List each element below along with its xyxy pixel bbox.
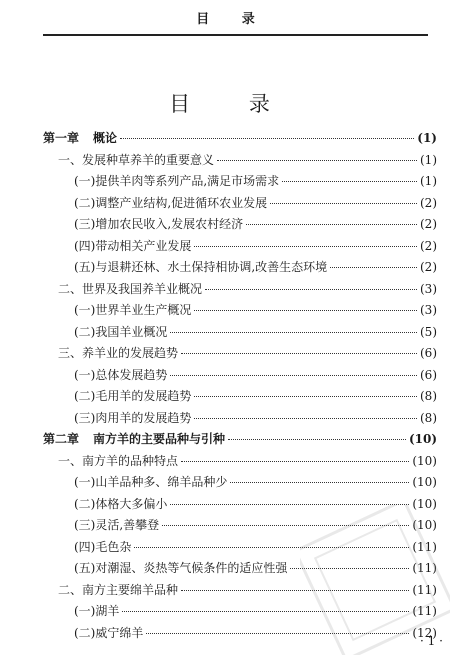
toc-entry-label	[58, 280, 202, 297]
toc-entry-text: (二)毛用羊的发展趋势	[74, 389, 192, 403]
dot-leader	[194, 310, 417, 311]
toc-chapter-entry	[43, 430, 437, 448]
toc-entry-text: 二、南方主要绵羊品种	[58, 582, 179, 597]
dot-leader	[230, 482, 409, 483]
toc-section-entry	[58, 151, 437, 169]
toc-entry-label	[74, 559, 287, 576]
toc-entry-label	[74, 602, 119, 619]
toc-section-entry	[58, 280, 437, 298]
toc-entry-label	[74, 538, 131, 555]
dot-leader	[270, 203, 417, 204]
toc-entry-label	[74, 516, 159, 533]
chapter-number: 第一章	[43, 131, 80, 145]
dot-leader	[120, 138, 414, 139]
toc-entry-page: (10)	[412, 475, 437, 489]
dot-leader	[170, 375, 417, 376]
toc-entry-text: (一)山羊品种多、绵羊品种少	[74, 475, 228, 489]
dot-leader	[181, 353, 417, 354]
toc-entry-label	[74, 387, 191, 404]
dot-leader	[194, 246, 417, 247]
dot-leader	[246, 224, 417, 225]
toc-entry-label	[74, 237, 191, 254]
toc-entry-label	[74, 409, 191, 426]
dot-leader	[282, 181, 417, 182]
toc-entry-page: (8)	[420, 410, 437, 425]
toc-section-entry	[58, 344, 437, 362]
toc-entry-text: (四)带动相关产业发展	[74, 238, 192, 253]
toc-subsection-entry	[74, 323, 437, 341]
toc-entry-page: (3)	[420, 281, 437, 296]
dot-leader	[217, 160, 417, 161]
toc-entry-text: (二)调整产业结构,促进循环农业发展	[74, 195, 268, 210]
dot-leader	[228, 439, 406, 440]
toc-entry-text: (三)增加农民收入,发展农村经济	[74, 217, 244, 231]
toc-entry-text: 南方羊的主要品种与引种	[93, 432, 226, 446]
toc-entry-page: (11)	[412, 604, 437, 618]
toc-subsection-entry	[74, 194, 437, 212]
toc-entry-page: (2)	[420, 238, 437, 253]
toc-entry-page: (1)	[420, 174, 437, 188]
toc-entry-label	[74, 624, 143, 641]
toc-entry-label	[58, 151, 214, 168]
running-head: 目 录	[196, 12, 269, 27]
toc-title: 目 录	[169, 92, 296, 116]
toc-entry-label	[74, 473, 227, 490]
toc-entry-page: (10)	[408, 432, 437, 446]
toc-entry-page: (11)	[412, 539, 437, 554]
dot-leader	[194, 418, 417, 419]
toc-entry-label	[58, 581, 178, 598]
toc-entry-text: (五)对潮湿、炎热等气候条件的适应性强	[74, 561, 288, 575]
watermark-stamp	[300, 505, 450, 655]
toc-subsection-entry	[74, 215, 437, 233]
toc-entry-text: (二)体格大多偏小	[74, 496, 168, 511]
toc-entry-label	[74, 258, 327, 275]
toc-entry-label	[43, 129, 117, 146]
toc-entry-text: (二)我国羊业概况	[74, 324, 168, 339]
toc-entry-page: (2)	[420, 195, 437, 210]
toc-subsection-entry	[74, 237, 437, 255]
dot-leader	[330, 267, 417, 268]
toc-subsection-entry	[74, 473, 437, 491]
toc-entry-text: (一)提供羊肉等系列产品,满足市场需求	[74, 174, 280, 188]
toc-entry-label	[58, 452, 178, 469]
toc-subsection-entry	[74, 387, 437, 405]
toc-entry-text: 三、养羊业的发展趋势	[58, 346, 179, 360]
toc-entry-label	[74, 495, 167, 512]
toc-entry-page: (10)	[412, 453, 437, 468]
toc-entry-label	[74, 323, 167, 340]
toc-entry-label	[74, 215, 243, 232]
toc-entry-text: 一、发展种草养羊的重要意义	[58, 152, 215, 167]
toc-subsection-entry	[74, 258, 437, 276]
toc-entry-page: (3)	[420, 303, 437, 317]
toc-entry-text: (四)毛色杂	[74, 539, 132, 554]
toc-entry-label	[74, 172, 279, 189]
toc-subsection-entry	[74, 172, 437, 190]
toc-entry-page: (10)	[412, 496, 437, 511]
toc-subsection-entry	[74, 366, 437, 384]
dot-leader	[194, 396, 417, 397]
toc-entry-text: (一)世界羊业生产概况	[74, 303, 192, 317]
toc-entry-text: 二、世界及我国养羊业概况	[58, 281, 203, 296]
toc-entry-page: (1)	[420, 152, 437, 167]
toc-entry-page: (11)	[412, 582, 437, 597]
header-rule	[43, 34, 428, 36]
dot-leader	[181, 461, 409, 462]
toc-subsection-entry	[74, 301, 437, 319]
toc-subsection-entry	[74, 409, 437, 427]
toc-entry-page: (6)	[420, 346, 437, 360]
toc-entry-page: (1)	[417, 131, 437, 145]
toc-entry-text: (一)总体发展趋势	[74, 367, 168, 382]
toc-entry-text: (五)与退耕还林、水土保持相协调,改善生态环境	[74, 260, 328, 274]
toc-entry-page: (5)	[420, 324, 437, 339]
dot-leader	[170, 332, 417, 333]
toc-entry-label	[58, 344, 178, 361]
toc-entry-text: 一、南方羊的品种特点	[58, 453, 179, 468]
toc-entry-label	[74, 366, 167, 383]
page-number: · 1 ·	[420, 634, 443, 648]
toc-entry-page: (12)	[412, 625, 437, 640]
toc-entry-text: (二)威宁绵羊	[74, 625, 144, 640]
toc-entry-text: 概论	[93, 131, 118, 145]
chapter-number: 第二章	[43, 432, 80, 446]
toc-entry-page: (2)	[420, 260, 437, 274]
toc-chapter-entry	[43, 129, 437, 147]
toc-entry-label	[74, 194, 267, 211]
toc-entry-text: (三)灵活,善攀登	[74, 518, 160, 532]
toc-entry-label	[74, 301, 191, 318]
toc-entry-page: (2)	[420, 217, 437, 231]
toc-entry-text: (三)肉用羊的发展趋势	[74, 410, 192, 425]
dot-leader	[205, 289, 417, 290]
toc-entry-page: (6)	[420, 367, 437, 382]
toc-entry-page: (10)	[412, 518, 437, 532]
toc-section-entry	[58, 452, 437, 470]
toc-entry-page: (11)	[412, 561, 437, 575]
toc-entry-page: (8)	[420, 389, 437, 403]
toc-entry-label	[43, 430, 225, 447]
toc-entry-text: (一)湖羊	[74, 604, 120, 618]
